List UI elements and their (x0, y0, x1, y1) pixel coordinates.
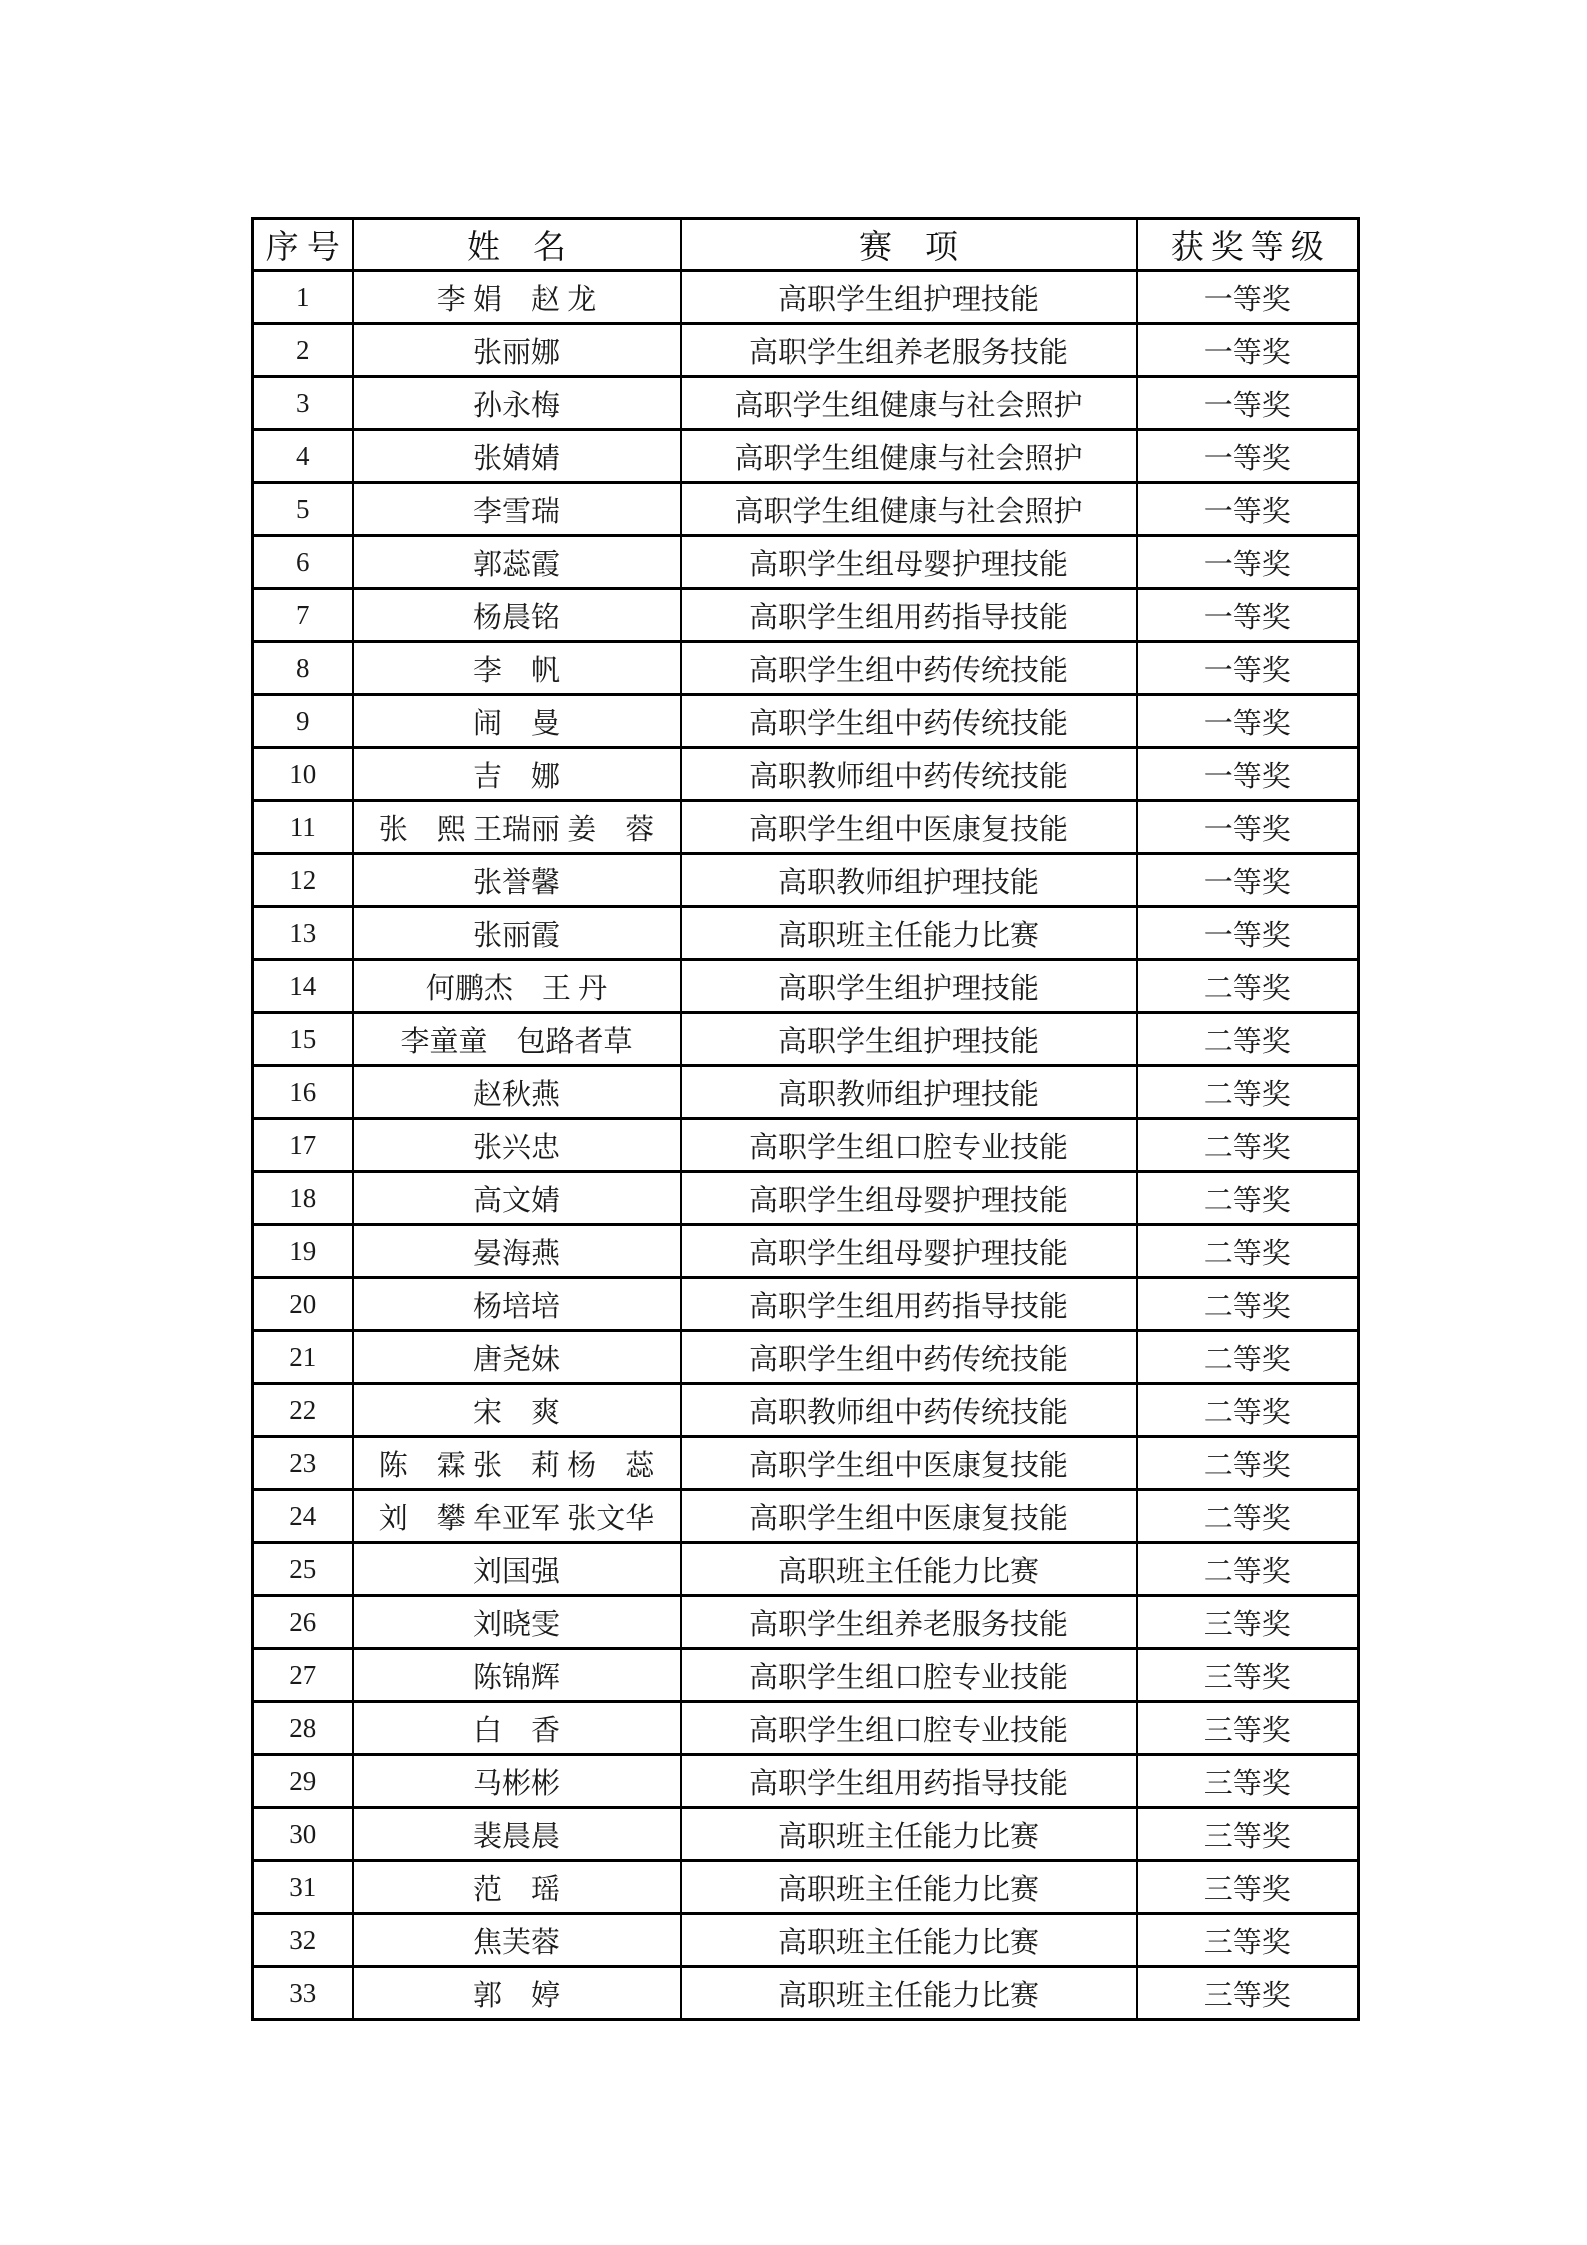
table-row (253, 430, 1359, 483)
cell-award: 二等奖 (1137, 1225, 1359, 1278)
cell-name: 李雪瑞 (353, 483, 681, 536)
cell-name: 李童童 包路者草 (353, 1013, 681, 1066)
cell-event: 高职学生组中药传统技能 (681, 1331, 1137, 1384)
table-row (253, 1437, 1359, 1490)
table-row (253, 1543, 1359, 1596)
cell-event: 高职班主任能力比赛 (681, 1543, 1137, 1596)
cell-award: 三等奖 (1137, 1649, 1359, 1702)
cell-award: 二等奖 (1137, 1490, 1359, 1543)
cell-name: 杨晨铭 (353, 589, 681, 642)
cell-index: 18 (253, 1172, 353, 1225)
table-row (253, 1861, 1359, 1914)
table-row (253, 1066, 1359, 1119)
cell-index: 19 (253, 1225, 353, 1278)
cell-award: 一等奖 (1137, 377, 1359, 430)
cell-event: 高职班主任能力比赛 (681, 907, 1137, 960)
cell-name: 赵秋燕 (353, 1066, 681, 1119)
cell-award: 三等奖 (1137, 1861, 1359, 1914)
cell-index: 2 (253, 324, 353, 377)
cell-name: 杨培培 (353, 1278, 681, 1331)
table-row (253, 642, 1359, 695)
cell-event: 高职教师组护理技能 (681, 1066, 1137, 1119)
col-header-index: 序 号 (253, 219, 353, 271)
cell-event: 高职学生组中药传统技能 (681, 695, 1137, 748)
cell-index: 9 (253, 695, 353, 748)
table-row (253, 960, 1359, 1013)
cell-event: 高职班主任能力比赛 (681, 1967, 1137, 2020)
cell-index: 25 (253, 1543, 353, 1596)
cell-award: 一等奖 (1137, 907, 1359, 960)
cell-index: 13 (253, 907, 353, 960)
cell-name: 郭蕊霞 (353, 536, 681, 589)
col-header-event: 赛 项 (681, 219, 1137, 271)
cell-index: 33 (253, 1967, 353, 2020)
cell-name: 张兴忠 (353, 1119, 681, 1172)
cell-name: 郭 婷 (353, 1967, 681, 2020)
table-row (253, 1755, 1359, 1808)
cell-event: 高职学生组护理技能 (681, 271, 1137, 324)
cell-name: 张丽霞 (353, 907, 681, 960)
col-header-name: 姓 名 (353, 219, 681, 271)
cell-event: 高职学生组养老服务技能 (681, 1596, 1137, 1649)
cell-name: 裴晨晨 (353, 1808, 681, 1861)
cell-name: 白 香 (353, 1702, 681, 1755)
table-row (253, 1967, 1359, 2020)
cell-index: 27 (253, 1649, 353, 1702)
cell-name: 焦芙蓉 (353, 1914, 681, 1967)
cell-index: 21 (253, 1331, 353, 1384)
cell-name: 张丽娜 (353, 324, 681, 377)
cell-award: 三等奖 (1137, 1967, 1359, 2020)
cell-event: 高职学生组用药指导技能 (681, 1278, 1137, 1331)
cell-event: 高职学生组健康与社会照护 (681, 377, 1137, 430)
cell-event: 高职学生组母婴护理技能 (681, 536, 1137, 589)
table-row (253, 377, 1359, 430)
cell-event: 高职学生组中药传统技能 (681, 642, 1137, 695)
cell-event: 高职学生组健康与社会照护 (681, 430, 1137, 483)
table-row (253, 324, 1359, 377)
cell-index: 20 (253, 1278, 353, 1331)
cell-event: 高职学生组口腔专业技能 (681, 1649, 1137, 1702)
cell-index: 29 (253, 1755, 353, 1808)
cell-index: 32 (253, 1914, 353, 1967)
cell-event: 高职学生组养老服务技能 (681, 324, 1137, 377)
table-row (253, 1914, 1359, 1967)
cell-index: 11 (253, 801, 353, 854)
table-row (253, 1596, 1359, 1649)
table-row (253, 536, 1359, 589)
cell-event: 高职教师组中药传统技能 (681, 1384, 1137, 1437)
cell-event: 高职学生组母婴护理技能 (681, 1225, 1137, 1278)
table-row (253, 483, 1359, 536)
award-table (251, 217, 1360, 2021)
table-row (253, 1172, 1359, 1225)
cell-award: 三等奖 (1137, 1755, 1359, 1808)
cell-name: 唐尧妹 (353, 1331, 681, 1384)
cell-name: 刘晓雯 (353, 1596, 681, 1649)
cell-index: 5 (253, 483, 353, 536)
cell-award: 二等奖 (1137, 1384, 1359, 1437)
table-row (253, 1119, 1359, 1172)
table-row (253, 1278, 1359, 1331)
cell-name: 晏海燕 (353, 1225, 681, 1278)
cell-award: 二等奖 (1137, 1013, 1359, 1066)
cell-index: 17 (253, 1119, 353, 1172)
table-row (253, 1225, 1359, 1278)
cell-index: 14 (253, 960, 353, 1013)
cell-index: 22 (253, 1384, 353, 1437)
cell-award: 三等奖 (1137, 1596, 1359, 1649)
cell-award: 一等奖 (1137, 536, 1359, 589)
cell-award: 二等奖 (1137, 1172, 1359, 1225)
cell-name: 李 娟 赵 龙 (353, 271, 681, 324)
cell-award: 二等奖 (1137, 1066, 1359, 1119)
cell-award: 一等奖 (1137, 589, 1359, 642)
table-row (253, 748, 1359, 801)
cell-index: 16 (253, 1066, 353, 1119)
cell-name: 孙永梅 (353, 377, 681, 430)
cell-index: 4 (253, 430, 353, 483)
cell-award: 二等奖 (1137, 1331, 1359, 1384)
table-body (253, 271, 1359, 2020)
cell-award: 二等奖 (1137, 1543, 1359, 1596)
cell-award: 一等奖 (1137, 801, 1359, 854)
cell-index: 10 (253, 748, 353, 801)
table-row (253, 1702, 1359, 1755)
cell-event: 高职学生组中医康复技能 (681, 1490, 1137, 1543)
cell-event: 高职学生组用药指导技能 (681, 1755, 1137, 1808)
table-row (253, 854, 1359, 907)
cell-award: 一等奖 (1137, 854, 1359, 907)
cell-award: 二等奖 (1137, 960, 1359, 1013)
table-row (253, 1013, 1359, 1066)
cell-event: 高职学生组口腔专业技能 (681, 1702, 1137, 1755)
cell-award: 一等奖 (1137, 271, 1359, 324)
cell-index: 8 (253, 642, 353, 695)
cell-award: 一等奖 (1137, 483, 1359, 536)
table-row (253, 1649, 1359, 1702)
cell-index: 30 (253, 1808, 353, 1861)
cell-award: 一等奖 (1137, 642, 1359, 695)
cell-event: 高职学生组口腔专业技能 (681, 1119, 1137, 1172)
cell-name: 李 帆 (353, 642, 681, 695)
cell-award: 一等奖 (1137, 324, 1359, 377)
cell-index: 7 (253, 589, 353, 642)
table-row (253, 907, 1359, 960)
cell-award: 一等奖 (1137, 695, 1359, 748)
cell-award: 二等奖 (1137, 1278, 1359, 1331)
cell-index: 1 (253, 271, 353, 324)
table-row (253, 1331, 1359, 1384)
cell-index: 15 (253, 1013, 353, 1066)
cell-index: 31 (253, 1861, 353, 1914)
cell-award: 三等奖 (1137, 1702, 1359, 1755)
cell-index: 23 (253, 1437, 353, 1490)
table-row (253, 801, 1359, 854)
cell-name: 吉 娜 (353, 748, 681, 801)
table-row (253, 589, 1359, 642)
table-row (253, 1490, 1359, 1543)
cell-name: 刘国强 (353, 1543, 681, 1596)
cell-event: 高职学生组中医康复技能 (681, 1437, 1137, 1490)
cell-event: 高职学生组护理技能 (681, 1013, 1137, 1066)
cell-name: 范 瑶 (353, 1861, 681, 1914)
cell-award: 三等奖 (1137, 1808, 1359, 1861)
cell-name: 高文婧 (353, 1172, 681, 1225)
cell-name: 陈锦辉 (353, 1649, 681, 1702)
cell-event: 高职班主任能力比赛 (681, 1861, 1137, 1914)
cell-event: 高职班主任能力比赛 (681, 1808, 1137, 1861)
cell-name: 刘 攀 牟亚军 张文华 (353, 1490, 681, 1543)
cell-event: 高职学生组用药指导技能 (681, 589, 1137, 642)
cell-name: 陈 霖 张 莉 杨 蕊 (353, 1437, 681, 1490)
cell-event: 高职学生组中医康复技能 (681, 801, 1137, 854)
cell-name: 张婧婧 (353, 430, 681, 483)
cell-name: 张誉馨 (353, 854, 681, 907)
cell-name: 张 熙 王瑞丽 姜 蓉 (353, 801, 681, 854)
cell-award: 二等奖 (1137, 1119, 1359, 1172)
cell-index: 3 (253, 377, 353, 430)
cell-award: 一等奖 (1137, 748, 1359, 801)
cell-event: 高职班主任能力比赛 (681, 1914, 1137, 1967)
col-header-award: 获奖等级 (1137, 219, 1359, 271)
table-row (253, 1808, 1359, 1861)
cell-name: 闹 曼 (353, 695, 681, 748)
cell-name: 马彬彬 (353, 1755, 681, 1808)
cell-index: 26 (253, 1596, 353, 1649)
cell-event: 高职学生组护理技能 (681, 960, 1137, 1013)
table-row (253, 695, 1359, 748)
cell-name: 宋 爽 (353, 1384, 681, 1437)
cell-index: 12 (253, 854, 353, 907)
cell-award: 二等奖 (1137, 1437, 1359, 1490)
cell-event: 高职学生组母婴护理技能 (681, 1172, 1137, 1225)
cell-name: 何鹏杰 王 丹 (353, 960, 681, 1013)
cell-event: 高职教师组护理技能 (681, 854, 1137, 907)
cell-award: 一等奖 (1137, 430, 1359, 483)
cell-index: 24 (253, 1490, 353, 1543)
cell-award: 三等奖 (1137, 1914, 1359, 1967)
table-row (253, 271, 1359, 324)
cell-event: 高职教师组中药传统技能 (681, 748, 1137, 801)
cell-index: 28 (253, 1702, 353, 1755)
table-header-row (253, 219, 1359, 271)
cell-index: 6 (253, 536, 353, 589)
table-row (253, 1384, 1359, 1437)
cell-event: 高职学生组健康与社会照护 (681, 483, 1137, 536)
